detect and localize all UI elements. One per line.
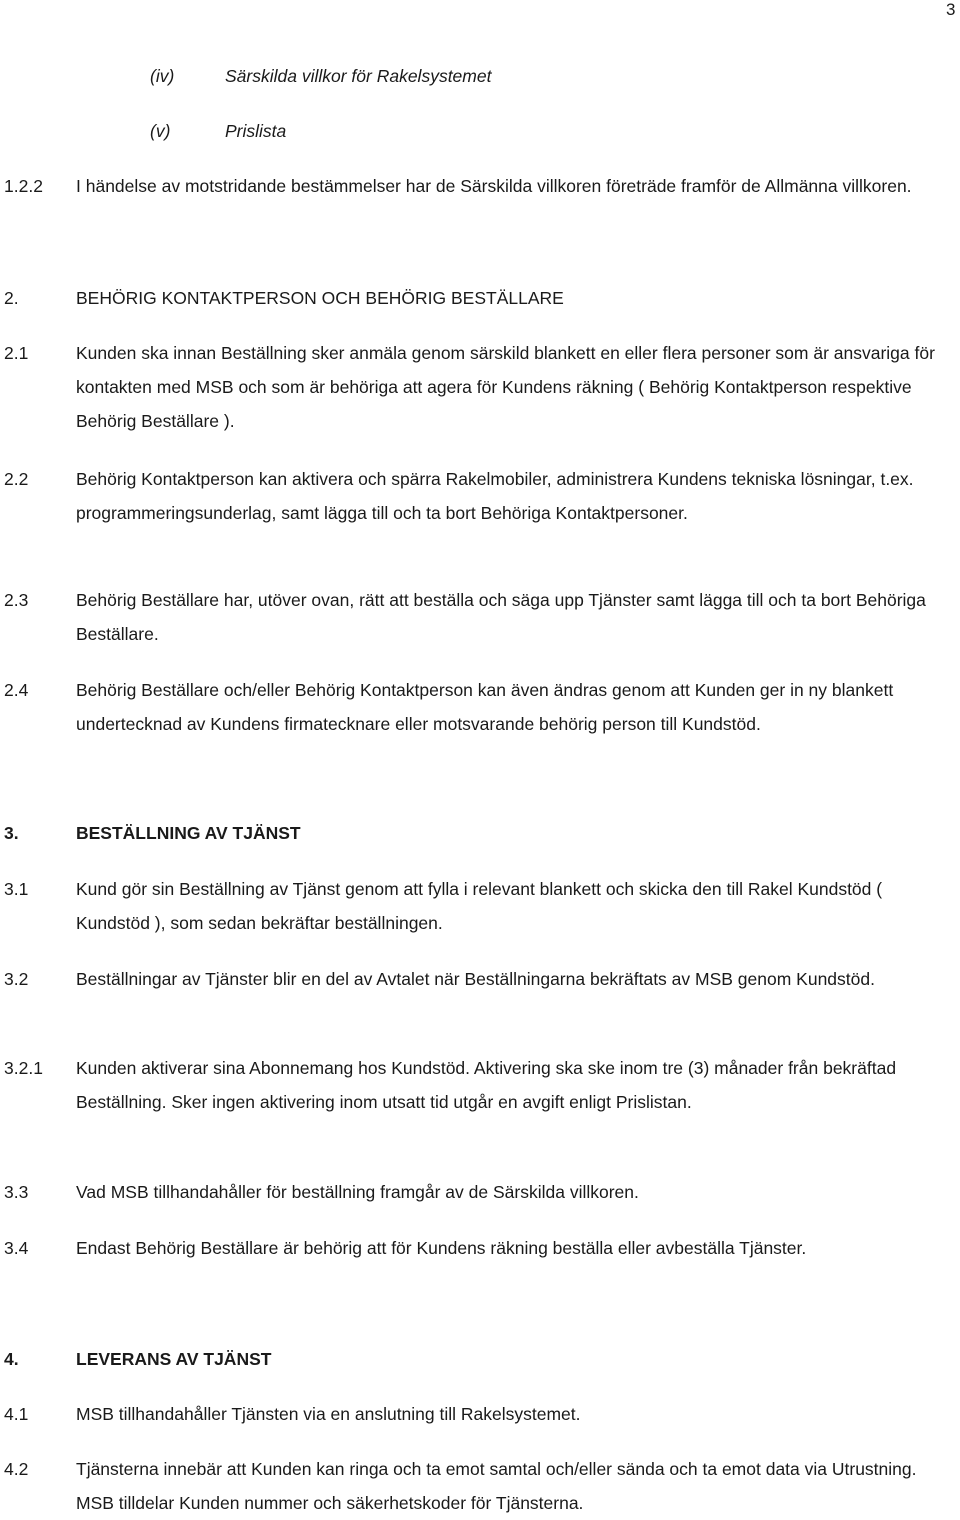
clause-text: I händelse av motstridande bestämmelser har de Särskilda villkoren företräde framför de Allmänna villkoren. bbox=[76, 176, 912, 196]
list-item-marker: (iv) bbox=[150, 66, 175, 86]
clause-number: 3.4 bbox=[4, 1238, 29, 1258]
clause-number: 4.2 bbox=[4, 1459, 29, 1479]
clause-text: Kunden aktiverar sina Abonnemang hos Kundstöd. Aktivering ska ske inom tre (3) månader från bekräftad Beställning. Sker ingen aktivering inom utsatt tid utgår en avgift enligt Prislistan. bbox=[76, 1058, 897, 1112]
clause-text: Tjänsterna innebär att Kunden kan ringa och ta emot samtal och/eller sända och ta emot data via Utrustning. MSB tilldelar Kunden nummer och säkerhetskoder för Tjänsterna. bbox=[76, 1459, 917, 1513]
clause-number: 1.2.2 bbox=[4, 176, 43, 196]
clause-number: 4.1 bbox=[4, 1404, 29, 1424]
list-item-text: Särskilda villkor för Rakelsystemet bbox=[225, 66, 492, 86]
clause-number: 3.3 bbox=[4, 1182, 29, 1202]
clause-text: MSB tillhandahåller Tjänsten via en anslutning till Rakelsystemet. bbox=[76, 1404, 581, 1424]
clause-text: Vad MSB tillhandahåller för beställning framgår av de Särskilda villkoren. bbox=[76, 1182, 639, 1202]
section-number: 3. bbox=[4, 823, 19, 843]
clause-text: Endast Behörig Beställare är behörig att för Kundens räkning beställa eller avbeställa Tjänster. bbox=[76, 1238, 807, 1258]
section-number: 4. bbox=[4, 1349, 19, 1369]
list-item-marker: (v) bbox=[150, 121, 171, 141]
section-title: BEHÖRIG KONTAKTPERSON OCH BEHÖRIG BESTÄLLARE bbox=[76, 288, 564, 308]
list-item-text: Prislista bbox=[225, 121, 287, 141]
clause-text: Beställningar av Tjänster blir en del av Avtalet när Beställningarna bekräftats av MSB genom Kundstöd. bbox=[76, 969, 875, 989]
clause-text: Kund gör sin Beställning av Tjänst genom att fylla i relevant blankett och skicka den till Rakel Kundstöd ( Kundstöd ), som sedan bekräftar beställningen. bbox=[76, 879, 883, 933]
clause-number: 2.2 bbox=[4, 469, 29, 489]
clause-number: 2.3 bbox=[4, 590, 29, 610]
clause-number: 3.1 bbox=[4, 879, 29, 899]
clause-text: Behörig Kontaktperson kan aktivera och spärra Rakelmobiler, administrera Kundens tekniska lösningar, t.ex. programmeringsunderlag, samt lägga till och ta bort Behöriga Kontaktpersoner. bbox=[76, 469, 914, 523]
clause-text: Kunden ska innan Beställning sker anmäla genom särskild blankett en eller flera personer som är ansvariga för kontakten med MSB och som är behöriga att agera för Kundens räkning ( Behörig Kontaktperson respektive Behörig Beställare ). bbox=[76, 343, 935, 431]
section-title: LEVERANS AV TJÄNST bbox=[76, 1349, 272, 1369]
section-title: BESTÄLLNING AV TJÄNST bbox=[76, 823, 301, 843]
clause-text: Behörig Beställare och/eller Behörig Kontaktperson kan även ändras genom att Kunden ger in ny blankett undertecknad av Kundens firmatecknare eller motsvarande behörig person till Kundstöd. bbox=[76, 680, 894, 734]
clause-text: Behörig Beställare har, utöver ovan, rätt att beställa och säga upp Tjänster samt lägga till och ta bort Behöriga Beställare. bbox=[76, 590, 926, 644]
clause-number: 3.2 bbox=[4, 969, 29, 989]
clause-number: 3.2.1 bbox=[4, 1058, 43, 1078]
clause-number: 2.1 bbox=[4, 343, 29, 363]
page-number: 3 bbox=[946, 0, 956, 19]
clause-number: 2.4 bbox=[4, 680, 29, 700]
section-number: 2. bbox=[4, 288, 19, 308]
